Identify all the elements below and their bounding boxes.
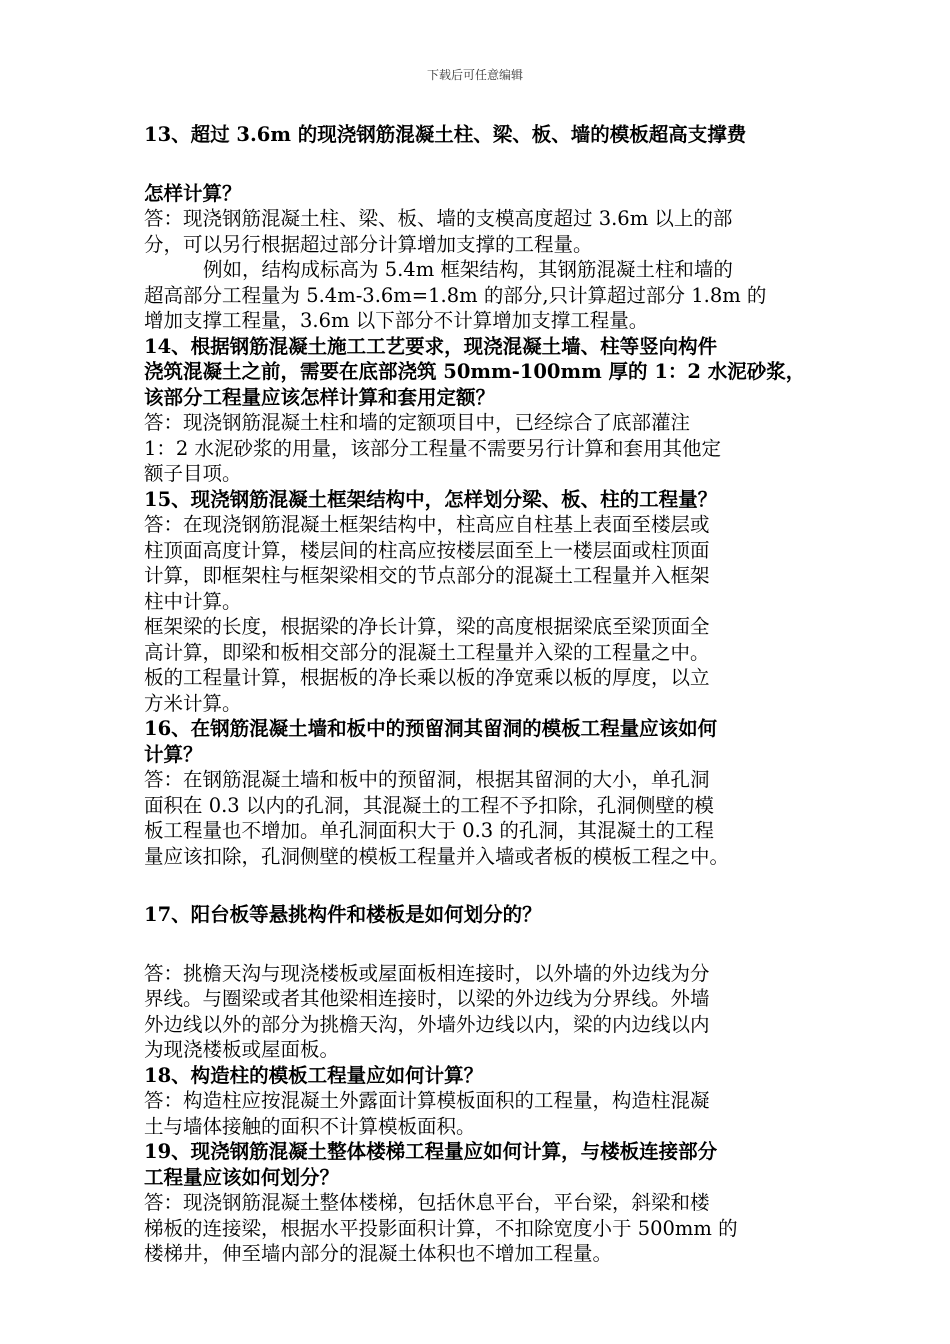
page-header: 下载后可任意编辑: [426, 68, 523, 82]
answer-18-line-2: 土与墙体接触的面积不计算模板面积。: [144, 1114, 476, 1138]
question-14-line-1: 14、根据钢筋混凝土施工工艺要求，现浇混凝土墙、柱等竖向构件: [144, 334, 718, 358]
document-body: [144, 122, 824, 1267]
question-16-line-1: 16、在钢筋混凝土墙和板中的预留洞其留洞的模板工程量应该如何: [144, 717, 718, 740]
answer-15-line-8: 方米计算。: [144, 691, 242, 715]
answer-19-line-1: 答：现浇钢筋混凝土整体楼梯，包括休息平台，平台梁，斜梁和楼: [144, 1191, 710, 1214]
answer-16-line-1: 答：在钢筋混凝土墙和板中的预留洞，根据其留洞的大小，单孔洞: [144, 768, 710, 791]
answer-17-line-1: 答：挑檐天沟与现浇楼板或屋面板相连接时，以外墙的外边线为分: [144, 961, 710, 985]
question-13-line-2: 怎样计算？: [144, 181, 242, 205]
answer-16-line-4: 量应该扣除，孔洞侧壁的模板工程量并入墙或者板的模板工程之中。: [144, 844, 730, 868]
question-13-line-1: 13、超过 3.6m 的现浇钢筋混凝土柱、梁、板、墙的模板超高支撑费: [144, 123, 747, 146]
answer-15-line-6: 高计算，即梁和板相交部分的混凝土工程量并入梁的工程量之中。: [144, 640, 710, 664]
question-14-line-2: 浇筑混凝土之前，需要在底部浇筑 50mm-100mm 厚的 1：2 水泥砂浆，: [144, 360, 806, 383]
question-19-line-1: 19、现浇钢筋混凝土整体楼梯工程量应如何计算，与楼板连接部分: [144, 1140, 718, 1163]
question-15: 15、现浇钢筋混凝土框架结构中，怎样划分梁、板、柱的工程量？: [144, 487, 718, 511]
spacer: [144, 148, 824, 181]
answer-19-line-2: 梯板的连接梁，根据水平投影面积计算，不扣除宽度小于 500mm 的: [144, 1216, 738, 1240]
answer-13-line-5: 增加支撑工程量，3.6m 以下部分不计算增加支撑工程量。: [144, 309, 649, 332]
answer-15-line-5: 框架梁的长度，根据梁的净长计算，梁的高度根据梁底至梁顶面全: [144, 615, 710, 638]
answer-15-line-4: 柱中计算。: [144, 589, 242, 613]
answer-13-line-3: 例如，结构成标高为 5.4m 框架结构，其钢筋混凝土柱和墙的: [203, 258, 733, 281]
answer-17-line-4: 为现浇楼板或屋面板。: [144, 1038, 340, 1061]
answer-18-line-1: 答：构造柱应按混凝土外露面计算模板面积的工程量，构造柱混凝: [144, 1089, 710, 1112]
answer-14-line-2: 1：2 水泥砂浆的用量，该部分工程量不需要另行计算和套用其他定: [144, 436, 722, 460]
question-18: 18、构造柱的模板工程量应如何计算？: [144, 1063, 484, 1087]
question-14-line-3: 该部分工程量应该怎样计算和套用定额？: [144, 385, 496, 409]
answer-13-line-2: 分，可以另行根据超过部分计算增加支撑的工程量。: [144, 232, 593, 256]
answer-15-line-3: 计算，即框架柱与框架梁相交的节点部分的混凝土工程量并入框架: [144, 564, 710, 587]
answer-19-line-3: 楼梯井，伸至墙内部分的混凝土体积也不增加工程量。: [144, 1242, 613, 1265]
spacer: [144, 928, 824, 961]
answer-15-line-7: 板的工程量计算，根据板的净长乘以板的净宽乘以板的厚度，以立: [144, 666, 710, 689]
answer-17-line-2: 界线。与圈梁或者其他梁相连接时，以梁的外边线为分界线。外墙: [144, 987, 710, 1010]
answer-14-line-1: 答：现浇钢筋混凝土柱和墙的定额项目中，已经综合了底部灌注: [144, 411, 691, 434]
answer-13-line-1: 答：现浇钢筋混凝土柱、梁、板、墙的支模高度超过 3.6m 以上的部: [144, 207, 733, 230]
answer-15-line-2: 柱顶面高度计算，楼层间的柱高应按楼层面至上一楼层面或柱顶面: [144, 538, 710, 562]
answer-15-line-1: 答：在现浇钢筋混凝土框架结构中，柱高应自柱基上表面至楼层或: [144, 513, 710, 536]
question-19-line-2: 工程量应该如何划分？: [144, 1165, 340, 1189]
question-17: 17、阳台板等悬挑构件和楼板是如何划分的？: [144, 903, 542, 926]
answer-16-line-3: 板工程量也不增加。单孔洞面积大于 0.3 的孔洞，其混凝土的工程: [144, 819, 714, 842]
answer-17-line-3: 外边线以外的部分为挑檐天沟，外墙外边线以内，梁的内边线以内: [144, 1012, 710, 1036]
spacer: [144, 869, 824, 902]
answer-16-line-2: 面积在 0.3 以内的孔洞，其混凝土的工程不予扣除，孔洞侧壁的模: [144, 793, 714, 817]
answer-13-line-4: 超高部分工程量为 5.4m-3.6m=1.8m 的部分,只计算超过部分 1.8m 的: [144, 283, 767, 307]
question-16-line-2: 计算？: [144, 742, 203, 766]
answer-14-line-3: 额子目项。: [144, 462, 242, 485]
